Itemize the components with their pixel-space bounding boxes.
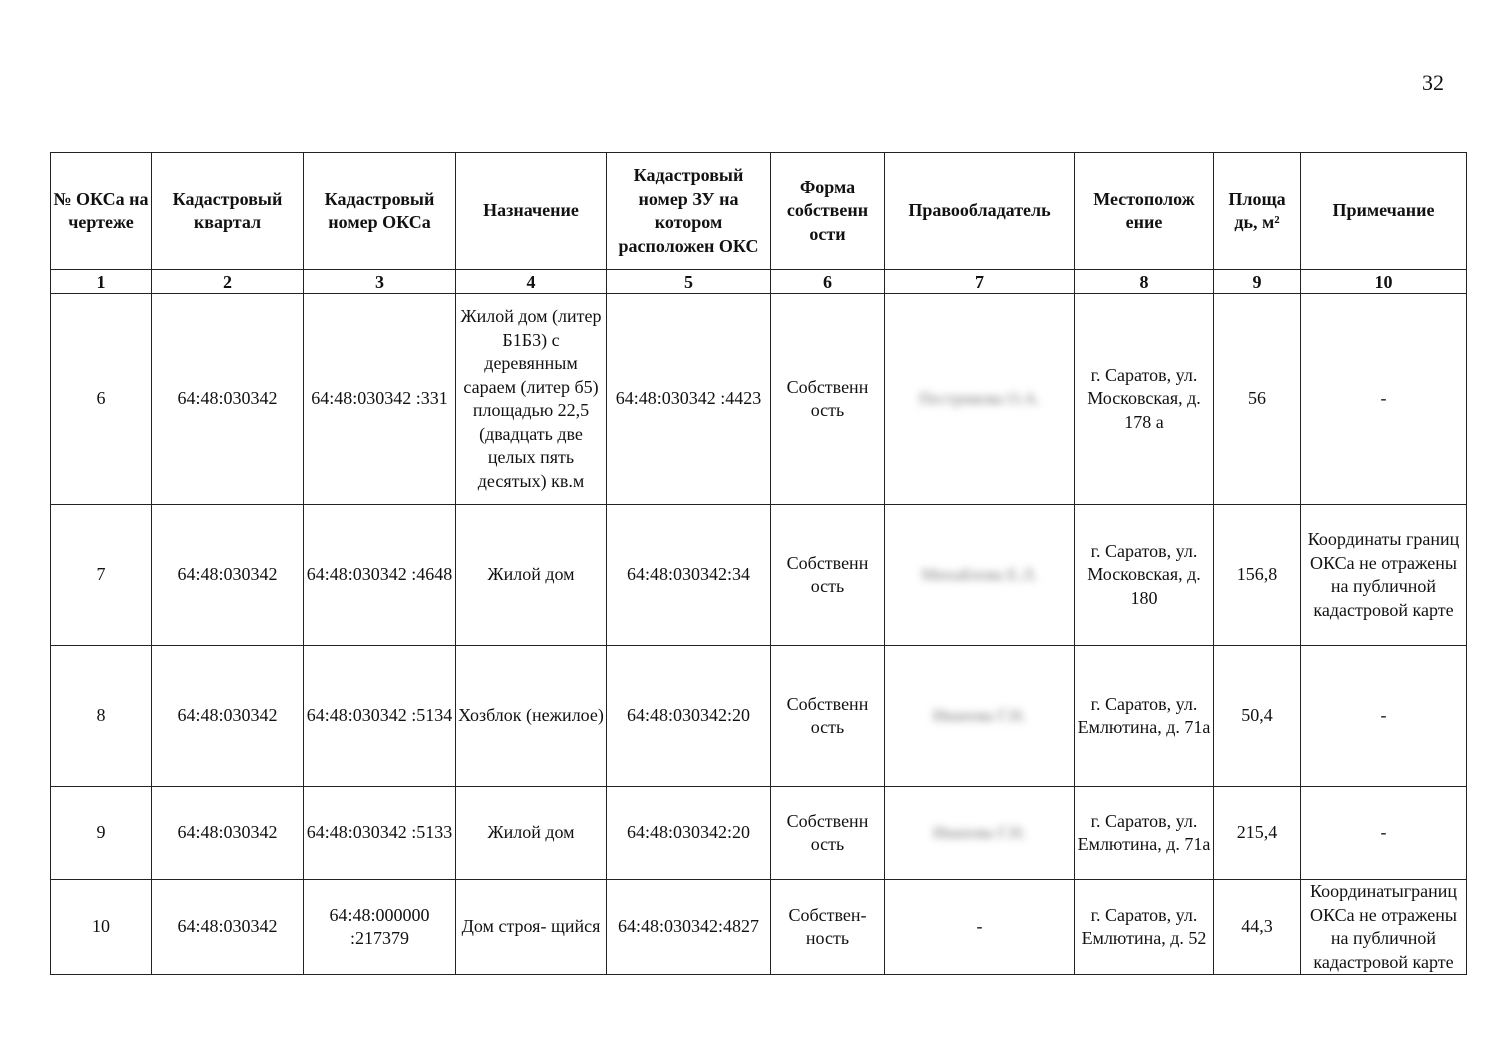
cadastral-quarter-cell: 64:48:030342 — [152, 880, 304, 975]
oks-registry-table — [50, 152, 1467, 975]
oks-cadastral-number-cell: 64:48:030342 :4648 — [304, 505, 456, 646]
column-number: 4 — [456, 270, 607, 294]
purpose-cell: Хозблок (нежилое) — [456, 646, 607, 787]
oks-cadastral-number-cell: 64:48:030342 :5134 — [304, 646, 456, 787]
table-row — [51, 646, 1467, 787]
oks-cadastral-number-cell: 64:48:000000 :217379 — [304, 880, 456, 975]
oks-no-cell: 8 — [51, 646, 152, 787]
land-cadastral-number-cell: 64:48:030342:4827 — [607, 880, 771, 975]
area-cell: 215,4 — [1214, 787, 1301, 880]
owner-cell: - — [885, 880, 1075, 975]
location-cell: г. Саратов, ул. Емлютина, д. 71а — [1075, 646, 1214, 787]
ownership-form-cell: Собственн ость — [771, 787, 885, 880]
header-land-cadastral-number: Кадастровый номер ЗУ на котором расположен ОКС — [607, 153, 771, 270]
table-row — [51, 505, 1467, 646]
cadastral-quarter-cell: 64:48:030342 — [152, 646, 304, 787]
column-number: 7 — [885, 270, 1075, 294]
oks-no-cell: 10 — [51, 880, 152, 975]
column-number: 10 — [1301, 270, 1467, 294]
cadastral-quarter-cell: 64:48:030342 — [152, 787, 304, 880]
table-row — [51, 787, 1467, 880]
ownership-form-cell: Собственн ость — [771, 505, 885, 646]
table-row — [51, 880, 1467, 975]
column-number: 9 — [1214, 270, 1301, 294]
redacted-owner-name: Пестрикова О.А. — [918, 389, 1041, 409]
oks-cadastral-number-cell: 64:48:030342 :331 — [304, 294, 456, 505]
cadastral-quarter-cell: 64:48:030342 — [152, 294, 304, 505]
area-cell: 44,3 — [1214, 880, 1301, 975]
cadastral-quarter-cell: 64:48:030342 — [152, 505, 304, 646]
column-number: 6 — [771, 270, 885, 294]
header-note: Примечание — [1301, 153, 1467, 270]
note-cell: Координатыграниц ОКСа не отражены на публичной кадастровой карте — [1301, 880, 1467, 975]
land-cadastral-number-cell: 64:48:030342:20 — [607, 646, 771, 787]
header-oks-no: № ОКСа на чертеже — [51, 153, 152, 270]
area-cell: 50,4 — [1214, 646, 1301, 787]
column-number: 2 — [152, 270, 304, 294]
header-purpose: Назначение — [456, 153, 607, 270]
note-cell: Координаты границ ОКСа не отражены на публичной кадастровой карте — [1301, 505, 1467, 646]
column-number-row — [51, 270, 1467, 294]
header-ownership-form: Форма собственн ости — [771, 153, 885, 270]
location-cell: г. Саратов, ул. Московская, д. 180 — [1075, 505, 1214, 646]
oks-no-cell: 7 — [51, 505, 152, 646]
note-cell: - — [1301, 787, 1467, 880]
purpose-cell: Жилой дом — [456, 505, 607, 646]
ownership-form-cell: Собствен- ность — [771, 880, 885, 975]
area-cell: 156,8 — [1214, 505, 1301, 646]
header-area: Площа дь, м² — [1214, 153, 1301, 270]
land-cadastral-number-cell: 64:48:030342:20 — [607, 787, 771, 880]
owner-cell — [885, 294, 1075, 505]
oks-no-cell: 6 — [51, 294, 152, 505]
header-oks-cadastral-number: Кадастровый номер ОКСа — [304, 153, 456, 270]
ownership-form-cell: Собственн ость — [771, 294, 885, 505]
column-number: 5 — [607, 270, 771, 294]
oks-no-cell: 9 — [51, 787, 152, 880]
purpose-cell: Жилой дом — [456, 787, 607, 880]
page-number: 32 — [1422, 70, 1444, 95]
land-cadastral-number-cell: 64:48:030342 :4423 — [607, 294, 771, 505]
land-cadastral-number-cell: 64:48:030342:34 — [607, 505, 771, 646]
location-cell: г. Саратов, ул. Московская, д. 178 а — [1075, 294, 1214, 505]
redacted-owner-name: Михайлова Е.Л. — [921, 565, 1038, 585]
column-number: 3 — [304, 270, 456, 294]
area-cell: 56 — [1214, 294, 1301, 505]
oks-cadastral-number-cell: 64:48:030342 :5133 — [304, 787, 456, 880]
ownership-form-cell: Собственн ость — [771, 646, 885, 787]
column-number: 8 — [1075, 270, 1214, 294]
note-cell: - — [1301, 294, 1467, 505]
owner-cell — [885, 787, 1075, 880]
note-cell: - — [1301, 646, 1467, 787]
purpose-cell: Дом строя- щийся — [456, 880, 607, 975]
owner-cell — [885, 505, 1075, 646]
location-cell: г. Саратов, ул. Емлютина, д. 71а — [1075, 787, 1214, 880]
purpose-cell: Жилой дом (литер Б1Б3) с деревянным сараем (литер б5) площадью 22,5 (двадцать две целых пять десятых) кв.м — [456, 294, 607, 505]
location-cell: г. Саратов, ул. Емлютина, д. 52 — [1075, 880, 1214, 975]
header-owner: Правообладатель — [885, 153, 1075, 270]
owner-cell — [885, 646, 1075, 787]
column-number: 1 — [51, 270, 152, 294]
redacted-owner-name: Иванова Г.Н. — [932, 706, 1027, 726]
redacted-owner-name: Иванова Г.Н. — [932, 823, 1027, 843]
header-cadastral-quarter: Кадастровый квартал — [152, 153, 304, 270]
header-location: Местополож ение — [1075, 153, 1214, 270]
header-row — [51, 153, 1467, 270]
table-row — [51, 294, 1467, 505]
